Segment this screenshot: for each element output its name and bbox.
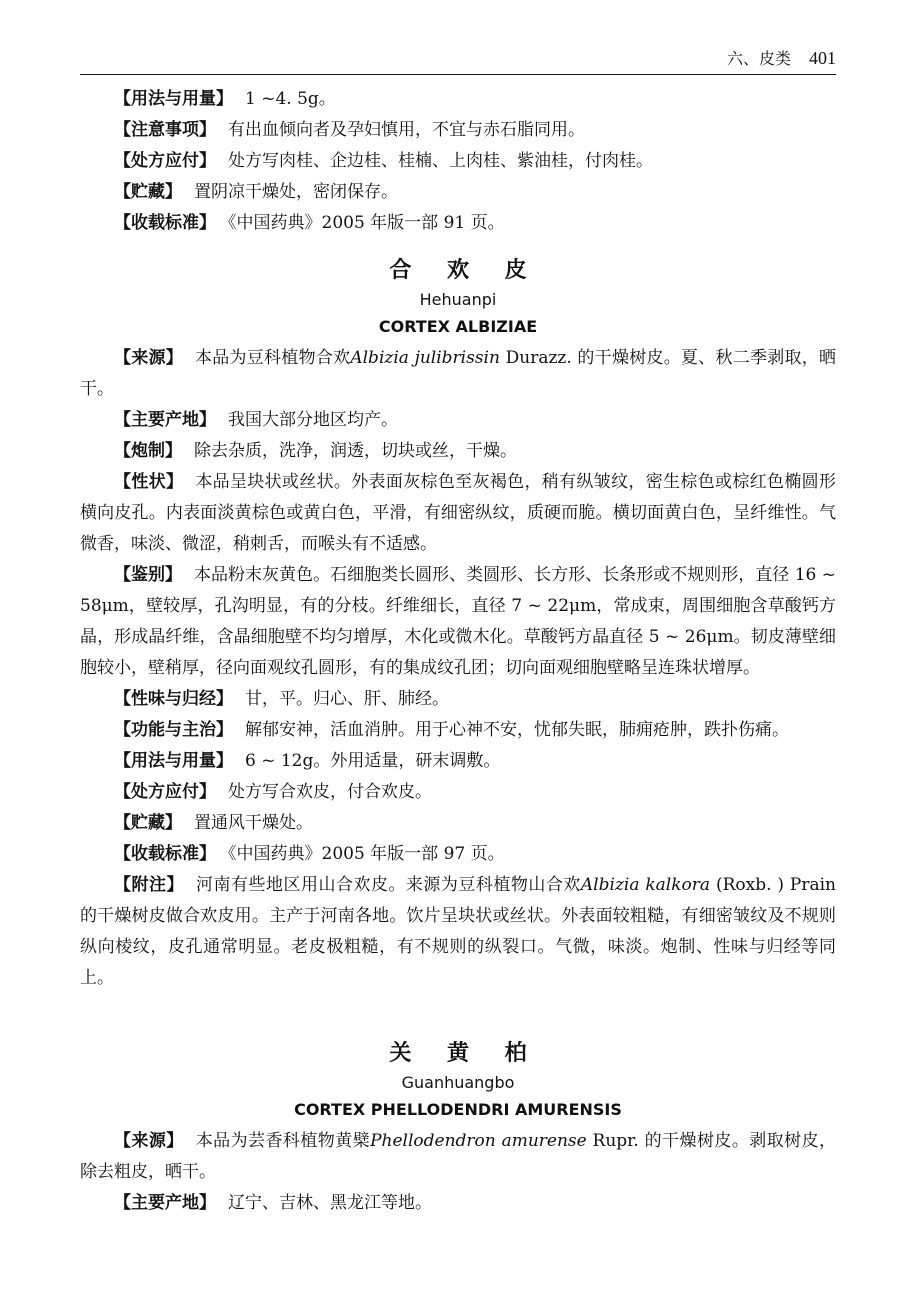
item-text: 本品为豆科植物合欢 — [195, 348, 351, 368]
item-text: 置通风干燥处。 — [194, 813, 313, 833]
s1-property — [80, 684, 836, 715]
section-latin-name: CORTEX PHELLODENDRI AMURENSIS — [294, 1100, 622, 1119]
section-pinyin: Guanhuangbo — [401, 1073, 515, 1092]
s1-source — [80, 343, 836, 405]
s1-function — [80, 715, 836, 746]
item-label: 【来源】 — [114, 1131, 184, 1151]
item-text: 解郁安神，活血消肿。用于心神不安，忧郁失眠，肺痈疮肿，跌扑伤痛。 — [245, 720, 789, 740]
section-latin-name: CORTEX ALBIZIAE — [378, 317, 538, 336]
s1-description — [80, 467, 836, 560]
item-text: 本品为芸香科植物黄檗 — [195, 1131, 371, 1151]
item-text: Rupr. 的干燥树皮。剥取树皮，除去粗皮，晒干。 — [80, 1131, 837, 1182]
s1-dosage — [80, 746, 836, 777]
page-body — [80, 84, 836, 1219]
prev-standard — [80, 208, 836, 239]
item-label: 【主要产地】 — [114, 410, 216, 430]
section-pinyin: Hehuanpi — [419, 290, 497, 309]
s1-note — [80, 870, 836, 994]
s1-standard — [80, 839, 836, 870]
item-text: 6 ~ 12g。外用适量，研末调敷。 — [245, 751, 501, 771]
section-title: 关 黄 柏 — [389, 1041, 541, 1066]
item-label: 【处方应付】 — [114, 782, 216, 802]
s1-prescription — [80, 777, 836, 808]
prev-precautions — [80, 115, 836, 146]
item-label: 【来源】 — [114, 348, 184, 368]
prev-prescription — [80, 146, 836, 177]
item-text: 本品粉末灰黄色。石细胞类长圆形、类圆形、长方形、长条形或不规则形，直径 16 ~ 58μm，壁较厚，孔沟明显，有的分枝。纤维细长，直径 7 ~ 22μm，常成束，周围细胞含草酸钙方晶，形成晶纤维，含晶细胞壁不均匀增厚，木化或微木化。草酸钙方晶直径 5 ~ 26μm。韧皮薄壁细胞较小，壁稍厚，径向面观纹孔圆形，有的集成纹孔团；切向面观细胞壁略呈连珠状增厚。 — [80, 565, 836, 678]
s1-processing — [80, 436, 836, 467]
section-title: 合 欢 皮 — [389, 258, 541, 283]
item-text: 除去杂质，洗净，润透，切块或丝，干燥。 — [194, 441, 517, 461]
item-text: 处方写肉桂、企边桂、桂楠、上肉桂、紫油桂，付肉桂。 — [228, 151, 653, 171]
item-label: 【贮藏】 — [114, 182, 182, 202]
prev-storage — [80, 177, 836, 208]
item-label: 【性状】 — [114, 472, 184, 492]
item-text: 《中国药典》2005 年版一部 97 页。 — [228, 844, 505, 864]
chapter-title: 六、皮类 — [726, 49, 791, 68]
s2-origin — [80, 1188, 836, 1219]
item-text: 河南有些地区用山合欢皮。来源为豆科植物山合欢 — [195, 875, 581, 895]
species-name: Albizia kalkora — [580, 875, 711, 895]
item-label: 【用法与用量】 — [114, 751, 233, 771]
item-label: 【注意事项】 — [114, 120, 216, 140]
running-header — [80, 40, 836, 75]
item-text: 本品呈块状或丝状。外表面灰棕色至灰褐色，稍有纵皱纹，密生棕色或棕红色椭圆形横向皮孔。内表面淡黄棕色或黄白色，平滑，有细密纵纹，质硬而脆。横切面黄白色，呈纤维性。气微香，味淡、微涩，稍刺舌，而喉头有不适感。 — [80, 472, 837, 554]
species-name: Phellodendron amurense — [370, 1131, 587, 1151]
header-right — [727, 46, 836, 69]
item-text: 《中国药典》2005 年版一部 91 页。 — [228, 213, 505, 233]
item-label: 【炮制】 — [114, 441, 182, 461]
section-gap — [80, 994, 836, 1022]
item-text: Durazz. 的干燥树皮。夏、秋二季剥取，晒干。 — [80, 348, 837, 399]
item-text: 1 ~4. 5g。 — [245, 89, 336, 109]
prev-dosage — [80, 84, 836, 115]
item-label: 【处方应付】 — [114, 151, 216, 171]
s1-identification — [80, 560, 836, 684]
item-text: 处方写合欢皮，付合欢皮。 — [228, 782, 432, 802]
item-label: 【主要产地】 — [114, 1193, 216, 1213]
item-label: 【用法与用量】 — [114, 89, 233, 109]
item-text: 我国大部分地区均产。 — [228, 410, 398, 430]
item-text: 甘，平。归心、肝、肺经。 — [245, 689, 449, 709]
item-label: 【贮藏】 — [114, 813, 182, 833]
page-number: 401 — [809, 48, 836, 68]
item-label: 【附注】 — [114, 875, 184, 895]
item-text: (Roxb. ) Prain 的干燥树皮做合欢皮用。主产于河南各地。饮片呈块状或丝状。外表面较粗糙，有细密皱纹及不规则纵向棱纹，皮孔通常明显。老皮极粗糙，有不规则的纵裂口。气微，味淡。炮制、性味与归经等同上。 — [80, 875, 837, 988]
item-text: 有出血倾向者及孕妇慎用，不宜与赤石脂同用。 — [228, 120, 585, 140]
s1-origin — [80, 405, 836, 436]
item-label: 【鉴别】 — [114, 565, 183, 585]
item-text: 置阴凉干燥处，密闭保存。 — [194, 182, 398, 202]
s2-source — [80, 1126, 836, 1188]
item-text: 辽宁、吉林、黑龙江等地。 — [228, 1193, 432, 1213]
s1-storage — [80, 808, 836, 839]
item-label: 【收载标准】 — [114, 213, 216, 233]
item-label: 【性味与归经】 — [114, 689, 233, 709]
species-name: Albizia julibrissin — [350, 348, 500, 368]
item-label: 【功能与主治】 — [114, 720, 233, 740]
item-label: 【收载标准】 — [114, 844, 216, 864]
